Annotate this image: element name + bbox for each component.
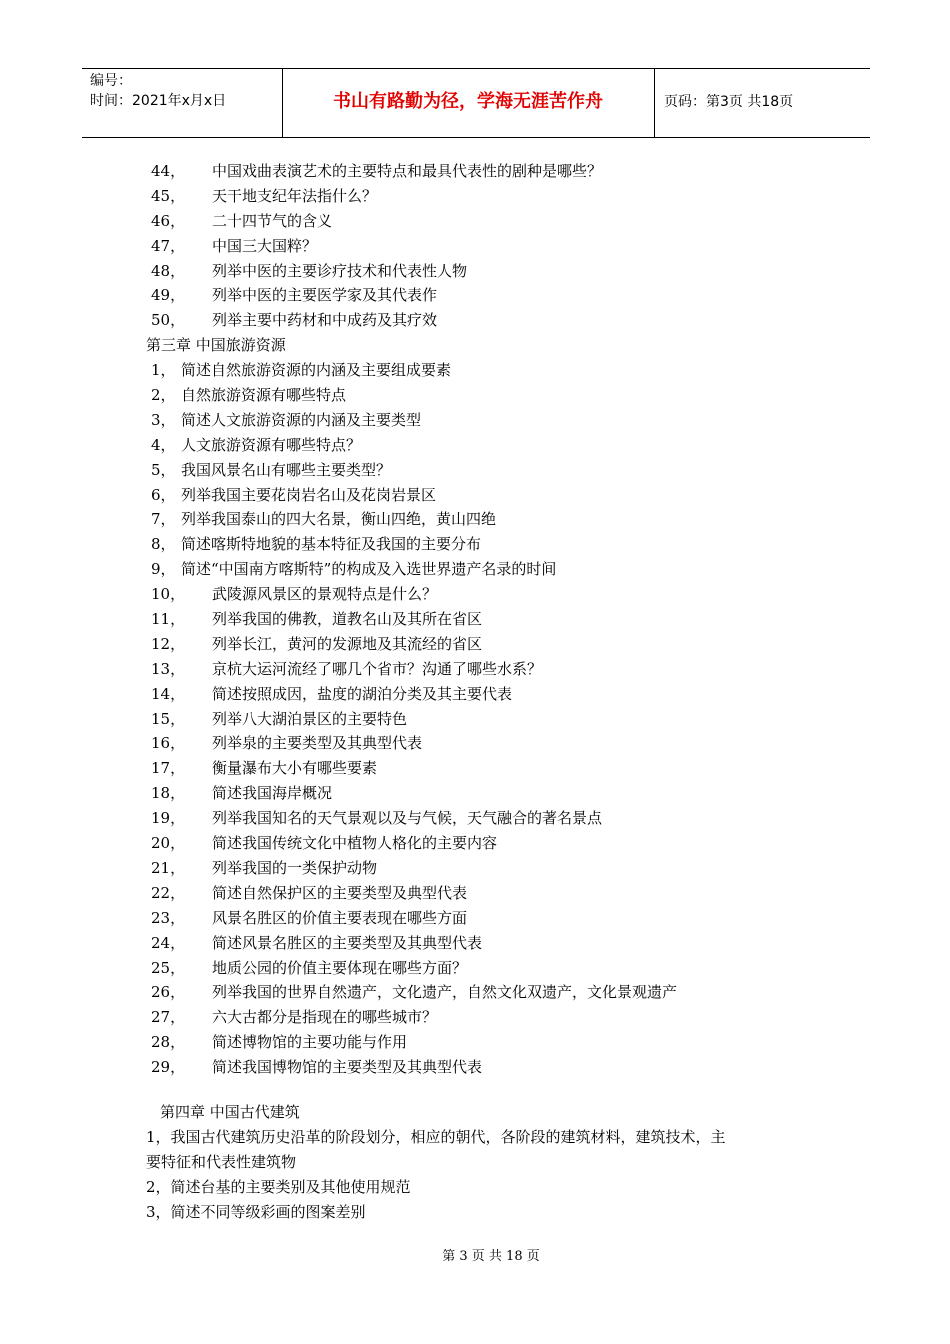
list-item	[146, 931, 826, 956]
list-item	[146, 259, 826, 284]
list-item-text: 我国风景名山有哪些主要类型？	[181, 460, 392, 479]
document-body	[146, 159, 826, 1224]
list-item	[146, 433, 826, 458]
list-item	[146, 1005, 826, 1030]
list-item-number: 27，	[151, 1008, 186, 1027]
question-list-continued	[146, 159, 826, 333]
list-item-number: 13，	[151, 659, 186, 678]
list-item-number: 29，	[151, 1058, 186, 1077]
list-item-text: 风景名胜区的价值主要表现在哪些方面	[212, 908, 468, 927]
list-item-text: 中国三大国粹？	[212, 236, 318, 255]
list-item-text: 中国戏曲表演艺术的主要特点和最具代表性的剧种是哪些？	[212, 162, 603, 180]
list-item-number: 28，	[151, 1033, 186, 1052]
list-item-number: 6，	[151, 485, 176, 504]
list-item	[146, 881, 826, 906]
list-item-text: 二十四节气的含义	[212, 211, 333, 230]
list-item	[146, 159, 826, 184]
chapter-4-title: 第四章 中国古代建筑	[160, 1102, 300, 1121]
list-item-number: 17，	[151, 759, 186, 778]
list-item-text: 简述按照成因，盐度的湖泊分类及其主要代表	[212, 684, 513, 703]
list-item-text: 简述风景名胜区的主要类型及其典型代表	[212, 933, 483, 952]
list-item	[146, 209, 826, 234]
header-page-info: 页码：第3页 共18页	[664, 94, 794, 110]
list-item	[146, 408, 826, 433]
list-item	[146, 682, 826, 707]
list-item	[146, 707, 826, 732]
list-item	[146, 532, 826, 557]
chapter-4-item-1-line-2: 要特征和代表性建筑物	[146, 1152, 297, 1171]
list-item-number: 46，	[151, 211, 186, 230]
list-item-number: 45，	[151, 186, 186, 205]
list-item-number: 1，	[151, 361, 176, 380]
list-item-text: 列举八大湖泊景区的主要特色	[212, 709, 408, 728]
list-item-number: 16，	[151, 734, 186, 753]
list-item-text: 列举主要中药材和中成药及其疗效	[212, 311, 438, 330]
header-motto: 书山有路勤为径，学海无涯苦作舟	[333, 91, 603, 112]
list-item-number: 8，	[151, 535, 176, 554]
list-item-text: 列举我国知名的天气景观以及与气候，天气融合的著名景点	[212, 809, 603, 828]
list-item	[146, 831, 826, 856]
list-item	[146, 1055, 826, 1080]
list-item-text: 列举中医的主要诊疗技术和代表性人物	[212, 261, 468, 280]
page-footer: 第 3 页 共 18 页	[442, 1249, 540, 1264]
list-item	[146, 582, 826, 607]
list-item-text: 列举我国主要花岗岩名山及花岗岩景区	[181, 485, 437, 504]
list-item-text: 简述“中国南方喀斯特”的构成及入选世界遗产名录的时间	[181, 560, 557, 579]
list-item-text: 地质公园的价值主要体现在哪些方面？	[212, 958, 468, 977]
list-item-text: 列举我国的一类保护动物	[212, 858, 378, 877]
list-item	[146, 308, 826, 333]
list-item-text: 人文旅游资源有哪些特点？	[181, 435, 362, 454]
list-item	[146, 632, 826, 657]
list-item	[146, 781, 826, 806]
list-item-text: 简述博物馆的主要功能与作用	[212, 1033, 408, 1052]
list-item-text: 六大古都分是指现在的哪些城市？	[212, 1008, 438, 1027]
list-item	[146, 184, 826, 209]
list-item-number: 3，	[151, 410, 176, 429]
list-item-number: 12，	[151, 634, 186, 653]
list-item-text: 自然旅游资源有哪些特点	[181, 386, 347, 405]
list-item	[146, 856, 826, 881]
list-item	[146, 731, 826, 756]
list-item-number: 4，	[151, 435, 176, 454]
chapter-3-questions-short	[146, 358, 826, 582]
list-item-number: 11，	[151, 610, 186, 629]
list-item-number: 20，	[151, 834, 186, 853]
list-item-text: 武陵源风景区的景观特点是什么？	[212, 585, 438, 604]
list-item	[146, 980, 826, 1005]
list-item-text: 简述我国传统文化中植物人格化的主要内容	[212, 834, 498, 853]
list-item	[146, 1030, 826, 1055]
list-item-text: 简述自然旅游资源的内涵及主要组成要素	[181, 361, 452, 380]
list-item-text: 列举中医的主要医学家及其代表作	[212, 286, 438, 305]
list-item	[146, 383, 826, 408]
page-header	[82, 68, 870, 138]
list-item	[146, 234, 826, 259]
list-item	[146, 458, 826, 483]
list-item-number: 10，	[151, 585, 186, 604]
list-item-number: 5，	[151, 460, 176, 479]
list-item	[146, 607, 826, 632]
chapter-3-questions-long	[146, 582, 826, 1080]
list-item-text: 天干地支纪年法指什么？	[212, 186, 378, 205]
list-item	[146, 806, 826, 831]
list-item-text: 列举我国的佛教，道教名山及其所在省区	[212, 610, 483, 629]
list-item	[146, 906, 826, 931]
list-item-number: 22，	[151, 883, 186, 902]
chapter-4-item-3: 3，简述不同等级彩画的图案差别	[146, 1202, 366, 1221]
list-item	[146, 483, 826, 508]
list-item-number: 50，	[151, 311, 186, 330]
list-item-number: 26，	[151, 983, 186, 1002]
section-gap	[146, 1080, 826, 1100]
list-item-number: 14，	[151, 684, 186, 703]
list-item-number: 7，	[151, 510, 176, 529]
list-item	[146, 507, 826, 532]
list-item-number: 23，	[151, 908, 186, 927]
list-item-number: 21，	[151, 858, 186, 877]
list-item	[146, 956, 826, 981]
list-item-text: 京杭大运河流经了哪几个省市？沟通了哪些水系？	[212, 659, 543, 678]
list-item-text: 列举我国泰山的四大名景，衡山四绝，黄山四绝	[181, 510, 497, 529]
list-item-number: 44，	[151, 162, 186, 180]
list-item-number: 15，	[151, 709, 186, 728]
list-item	[146, 358, 826, 383]
list-item-text: 简述人文旅游资源的内涵及主要类型	[181, 410, 422, 429]
list-item-number: 47，	[151, 236, 186, 255]
list-item-text: 列举长江，黄河的发源地及其流经的省区	[212, 634, 483, 653]
list-item-number: 24，	[151, 933, 186, 952]
list-item-text: 简述自然保护区的主要类型及典型代表	[212, 883, 468, 902]
chapter-4-item-1-line-1: 1，我国古代建筑历史沿革的阶段划分，相应的朝代，各阶段的建筑材料，建筑技术，主	[146, 1127, 726, 1146]
list-item	[146, 756, 826, 781]
list-item-number: 2，	[151, 386, 176, 405]
list-item-number: 49，	[151, 286, 186, 305]
list-item-text: 简述我国博物馆的主要类型及其典型代表	[212, 1058, 483, 1077]
list-item-text: 衡量瀑布大小有哪些要素	[212, 759, 378, 778]
list-item-text: 列举泉的主要类型及其典型代表	[212, 734, 423, 753]
list-item	[146, 283, 826, 308]
list-item-number: 9，	[151, 560, 176, 579]
chapter-4-item-2: 2，简述台基的主要类别及其他使用规范	[146, 1177, 411, 1196]
list-item-number: 25，	[151, 958, 186, 977]
list-item-text: 列举我国的世界自然遗产，文化遗产，自然文化双遗产，文化景观遗产	[212, 983, 678, 1002]
list-item-text: 简述喀斯特地貌的基本特征及我国的主要分布	[181, 535, 482, 554]
list-item-number: 48，	[151, 261, 186, 280]
header-middle-cell	[282, 69, 655, 137]
chapter-3-title: 第三章 中国旅游资源	[146, 336, 286, 355]
list-item-text: 简述我国海岸概况	[212, 784, 333, 803]
list-item-number: 19，	[151, 809, 186, 828]
document-time-label: 时间：2021年x月x日	[90, 93, 227, 109]
header-left-cell	[82, 69, 283, 137]
list-item	[146, 657, 826, 682]
list-item-number: 18，	[151, 784, 186, 803]
document-number-label: 编号：	[90, 73, 132, 89]
list-item	[146, 557, 826, 582]
header-right-cell	[654, 69, 870, 137]
